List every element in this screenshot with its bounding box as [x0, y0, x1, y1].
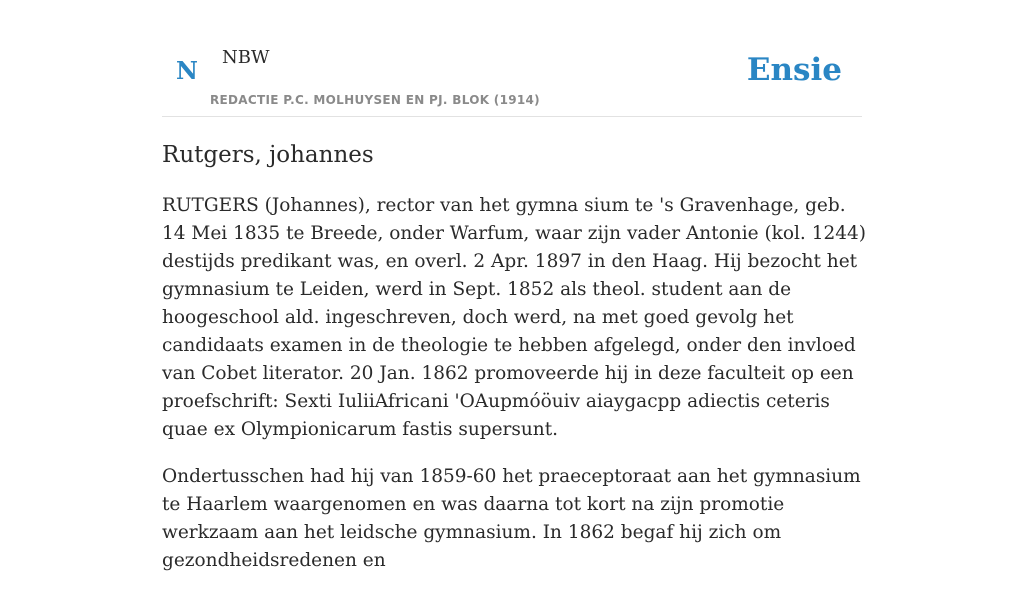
source-name-link[interactable]: NBW [222, 47, 270, 68]
source-logo[interactable]: N [176, 56, 198, 85]
brand-logo[interactable]: Ensie [746, 52, 842, 88]
article-body [162, 192, 874, 594]
article-paragraph: RUTGERS (Johannes), rector van het gymna sium te 's Gravenhage, geb. 14 Mei 1835 te Breede, onder Warfum, waar zijn vader Antonie (kol. 1244) destijds predikant was, en overl. 2 Apr. 1897 in den Haag. Hij bezocht het gymnasium te Leiden, werd in Sept. 1852 als theol. student aan de hoogeschool ald. ingeschreven, doch werd, na met goed gevolg het candidaats examen in de theologie te hebben afgelegd, onder den invloed van Cobet literator. 20 Jan. 1862 promoveerde hij in deze faculteit op een proefschrift: Sexti IuliiAfricani 'OAupmóöuiv aiaygacpp adiectis ceteris quae ex Olympionicarum fastis supersunt. [162, 195, 866, 440]
page-title: Rutgers, johannes [162, 142, 374, 168]
source-subtitle: REDACTIE P.C. MOLHUYSEN EN PJ. BLOK (1914) [210, 93, 540, 107]
header [162, 0, 862, 117]
article-paragraph: Ondertusschen had hij van 1859-60 het praeceptoraat aan het gymnasium te Haarlem waargenomen en was daarna tot kort na zijn promotie werkzaam aan het leidsche gymnasium. In 1862 begaf hij zich om gezondheidsredenen en [162, 466, 861, 571]
